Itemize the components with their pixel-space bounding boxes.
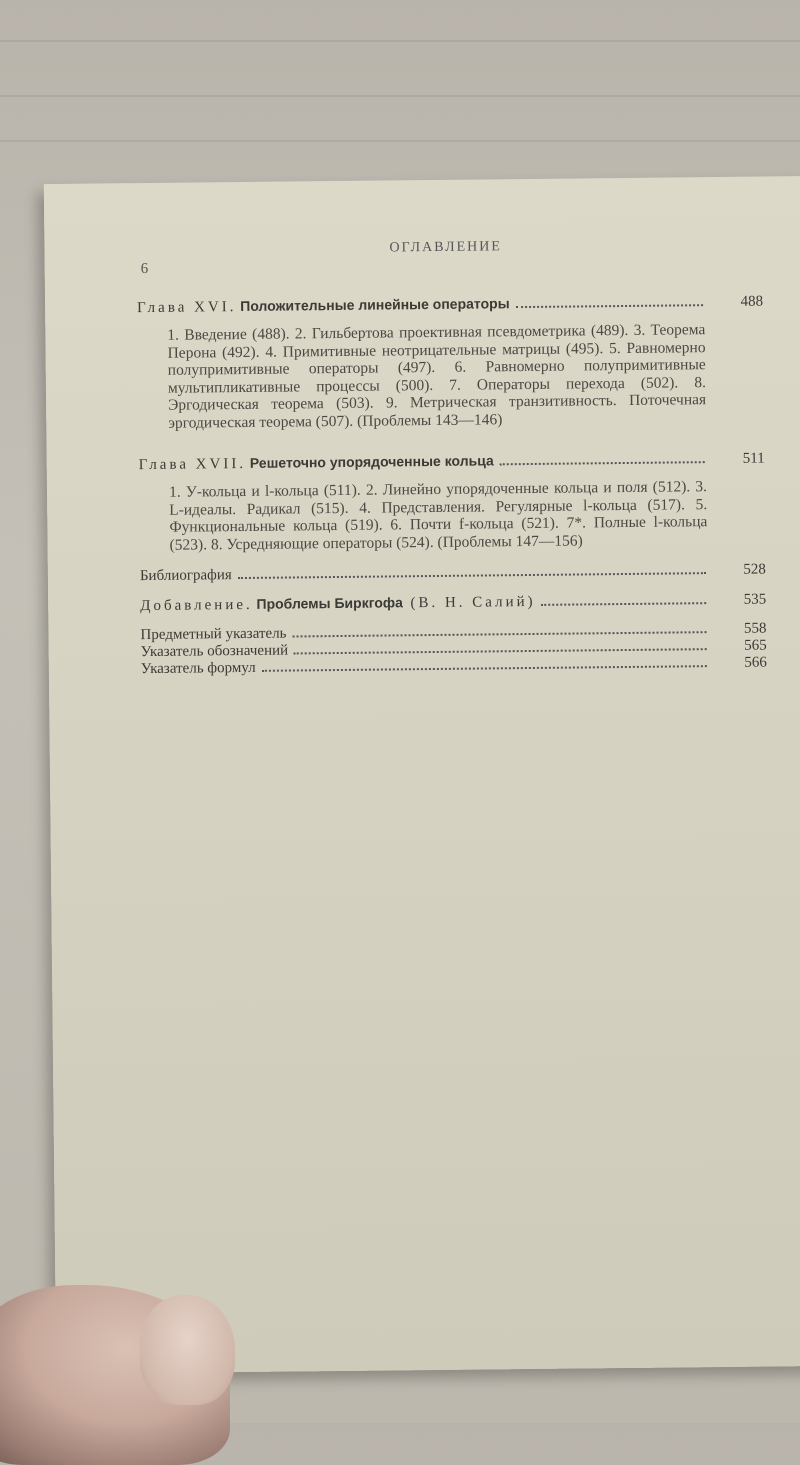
- thumbnail: [140, 1295, 235, 1405]
- entry-label: Предметный указатель: [140, 625, 287, 644]
- appendix-page: 535: [743, 591, 767, 608]
- chapter-page: 488: [740, 293, 764, 310]
- chapter-description: 1. Введение (488). 2. Гильбертова проективная псевдометрика (489). 3. Теорема Перона (492). 4. Примитивные неотрицательные матрицы (495). 5. Равномерно полупримитивные операторы (497). 6. Равномерно полупримитивные мультипликативные процессы (500). 7. Операторы перехода (502). 8. Эргодическая теорема (503). 9. Метрическая транзитивность. Поточечная эргодическая теорема (507). (Проблемы 143—146): [167, 321, 707, 432]
- entry-page: 565: [744, 637, 767, 654]
- appendix-prefix: Добавление.: [140, 596, 253, 615]
- entry-page: 566: [744, 654, 767, 671]
- entry-label: Указатель обозначений: [140, 642, 289, 661]
- table-of-contents: [137, 293, 767, 679]
- entry-page: 528: [743, 561, 766, 578]
- chapter-prefix: Глава XVI.: [137, 299, 237, 317]
- chapter-title: Положительные линейные операторы: [240, 295, 510, 315]
- chapter-page: 511: [742, 450, 765, 467]
- appendix-author: (В. Н. Салий): [410, 593, 536, 612]
- chapter-prefix: Глава XVII.: [138, 455, 247, 474]
- appendix-title: Проблемы Биркгофа: [256, 594, 403, 612]
- chapter-title: Решеточно упорядоченные кольца: [249, 452, 494, 471]
- entry-label: Указатель формул: [140, 659, 256, 678]
- page-number: 6: [140, 260, 149, 278]
- page-header: ОГЛАВЛЕНИЕ: [389, 239, 502, 256]
- book-page: [44, 176, 800, 1374]
- entry-page: 558: [743, 620, 767, 637]
- entry-label: Библиография: [139, 567, 232, 585]
- toc-entry-chapter-16: [137, 293, 763, 318]
- chapter-description: 1. У-кольца и l-кольца (511). 2. Линейно упорядоченные кольца и поля (512). 3. L-идеалы. Радикал (515). 4. Представления. Регулярные l-кольца (517). 5. Функциональные кольца (519). 6. Почти f-кольца (521). 7*. Полные l-кольца (523). 8. Усредняющие операторы (524). (Проблемы 147—156): [168, 478, 708, 554]
